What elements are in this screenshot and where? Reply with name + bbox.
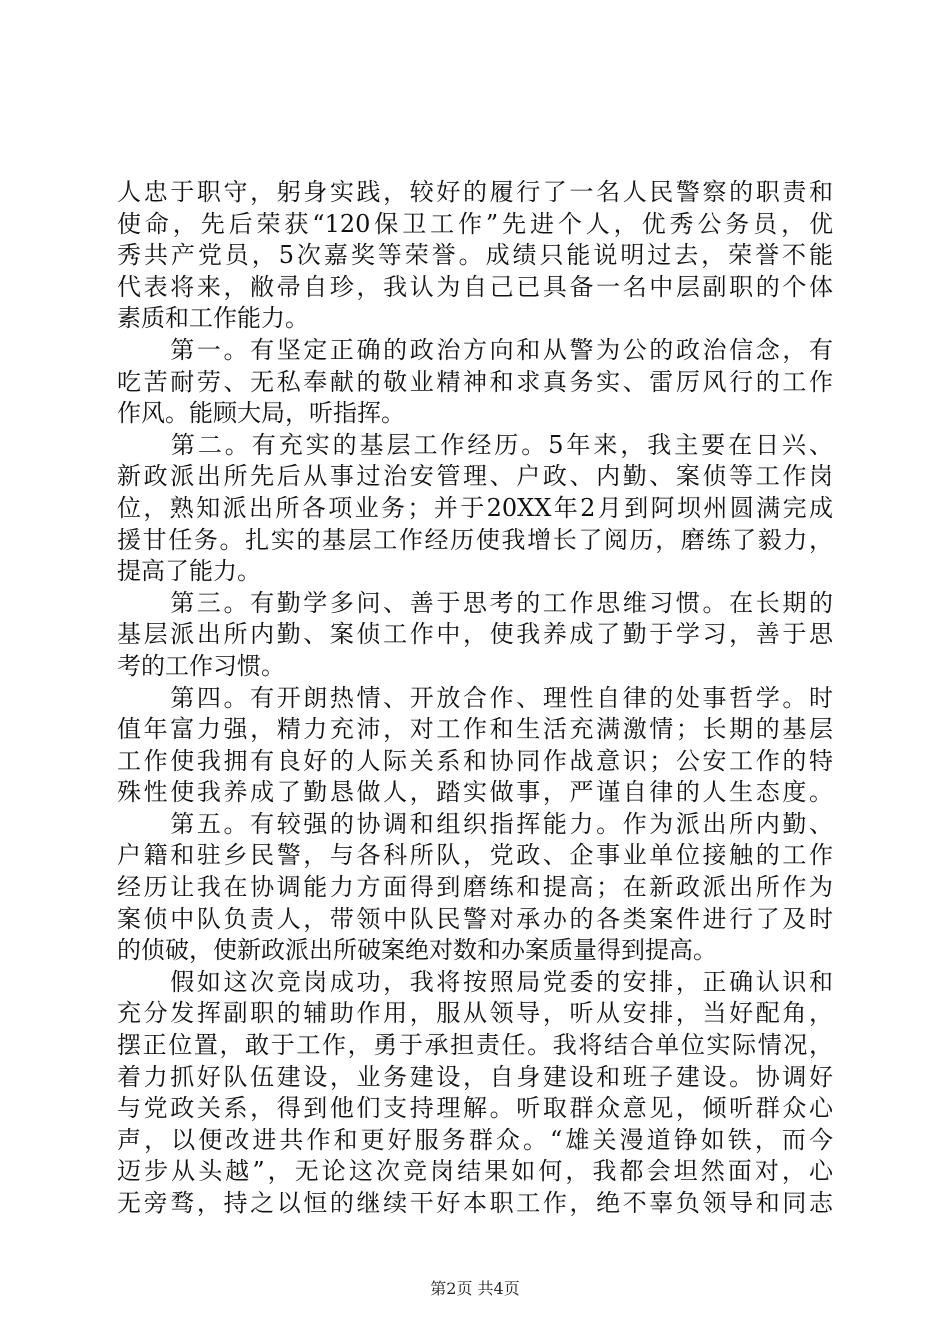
text-line: 提高了能力。: [117, 557, 261, 586]
text-line: 基层派出所内勤、案侦工作中，使我养成了勤于学习，善于思: [117, 620, 833, 649]
text-line: 着力抓好队伍建设，业务建设，自身建设和班子建设。协调好: [117, 1062, 833, 1091]
text-line: 无旁骛，持之以恒的继续干好本职工作，绝不辜负领导和同志: [117, 1189, 833, 1217]
text-line: 迈步从头越”，无论这次竞岗结果如何，我都会坦然面对，心: [117, 1157, 833, 1186]
page-footer: 第2页 共4页: [430, 1279, 520, 1298]
text-line: 经历让我在协调能力方面得到磨练和提高；在新政派出所作为: [117, 873, 833, 902]
text-line: 第二。有充实的基层工作经历。5年来，我主要在日兴、: [117, 430, 833, 459]
text-line: 工作使我拥有良好的人际关系和协同作战意识；公安工作的特: [117, 746, 833, 775]
text-line: 秀共产党员，5次嘉奖等荣誉。成绩只能说明过去，荣誉不能: [117, 241, 833, 270]
text-line: 援甘任务。扎实的基层工作经历使我增长了阅历，磨练了毅力，: [117, 525, 833, 554]
text-line: 声，以便改进共作和更好服务群众。“雄关漫道铮如铁，而今: [117, 1125, 833, 1154]
text-line: 案侦中队负责人，带领中队民警对承办的各类案件进行了及时: [117, 904, 833, 933]
text-line: 作风。能顾大局，听指挥。: [117, 399, 405, 428]
text-line: 吃苦耐劳、无私奉献的敬业精神和求真务实、雷厉风行的工作: [117, 367, 833, 396]
text-line: 考的工作习惯。: [117, 651, 285, 680]
body-text: [117, 177, 833, 1220]
text-line: 第一。有坚定正确的政治方向和从警为公的政治信念，有: [117, 335, 833, 364]
text-line: 第五。有较强的协调和组织指挥能力。作为派出所内勤、: [117, 809, 833, 838]
text-line: 充分发挥副职的辅助作用，服从领导，听从安排，当好配角，: [117, 999, 833, 1028]
text-line: 假如这次竞岗成功，我将按照局党委的安排，正确认识和: [117, 967, 833, 996]
text-line: 的侦破，使新政派出所破案绝对数和办案质量得到提高。: [117, 936, 717, 965]
text-line: 位，熟知派出所各项业务；并于20XX年2月到阿坝州圆满完成: [117, 493, 833, 522]
text-line: 第三。有勤学多问、善于思考的工作思维习惯。在长期的: [117, 588, 833, 617]
text-line: 与党政关系，得到他们支持理解。听取群众意见，倾听群众心: [117, 1094, 833, 1123]
text-line: 值年富力强，精力充沛，对工作和生活充满激情；长期的基层: [117, 715, 833, 744]
text-line: 素质和工作能力。: [117, 304, 309, 333]
text-line: 新政派出所先后从事过治安管理、户政、内勤、案侦等工作岗: [117, 462, 833, 491]
text-line: 殊性使我养成了勤恳做人，踏实做事，严谨自律的人生态度。: [117, 778, 833, 807]
text-line: 第四。有开朗热情、开放合作、理性自律的处事哲学。时: [117, 683, 833, 712]
text-line: 摆正位置，敢于工作，勇于承担责任。我将结合单位实际情况，: [117, 1031, 833, 1060]
text-line: 户籍和驻乡民警，与各科所队，党政、企事业单位接触的工作: [117, 841, 833, 870]
text-line: 使命，先后荣获“120保卫工作”先进个人，优秀公务员，优: [117, 209, 833, 238]
text-line: 代表将来，敝帚自珍，我认为自己已具备一名中层副职的个体: [117, 272, 833, 301]
text-line: 人忠于职守，躬身实践，较好的履行了一名人民警察的职责和: [117, 178, 833, 206]
